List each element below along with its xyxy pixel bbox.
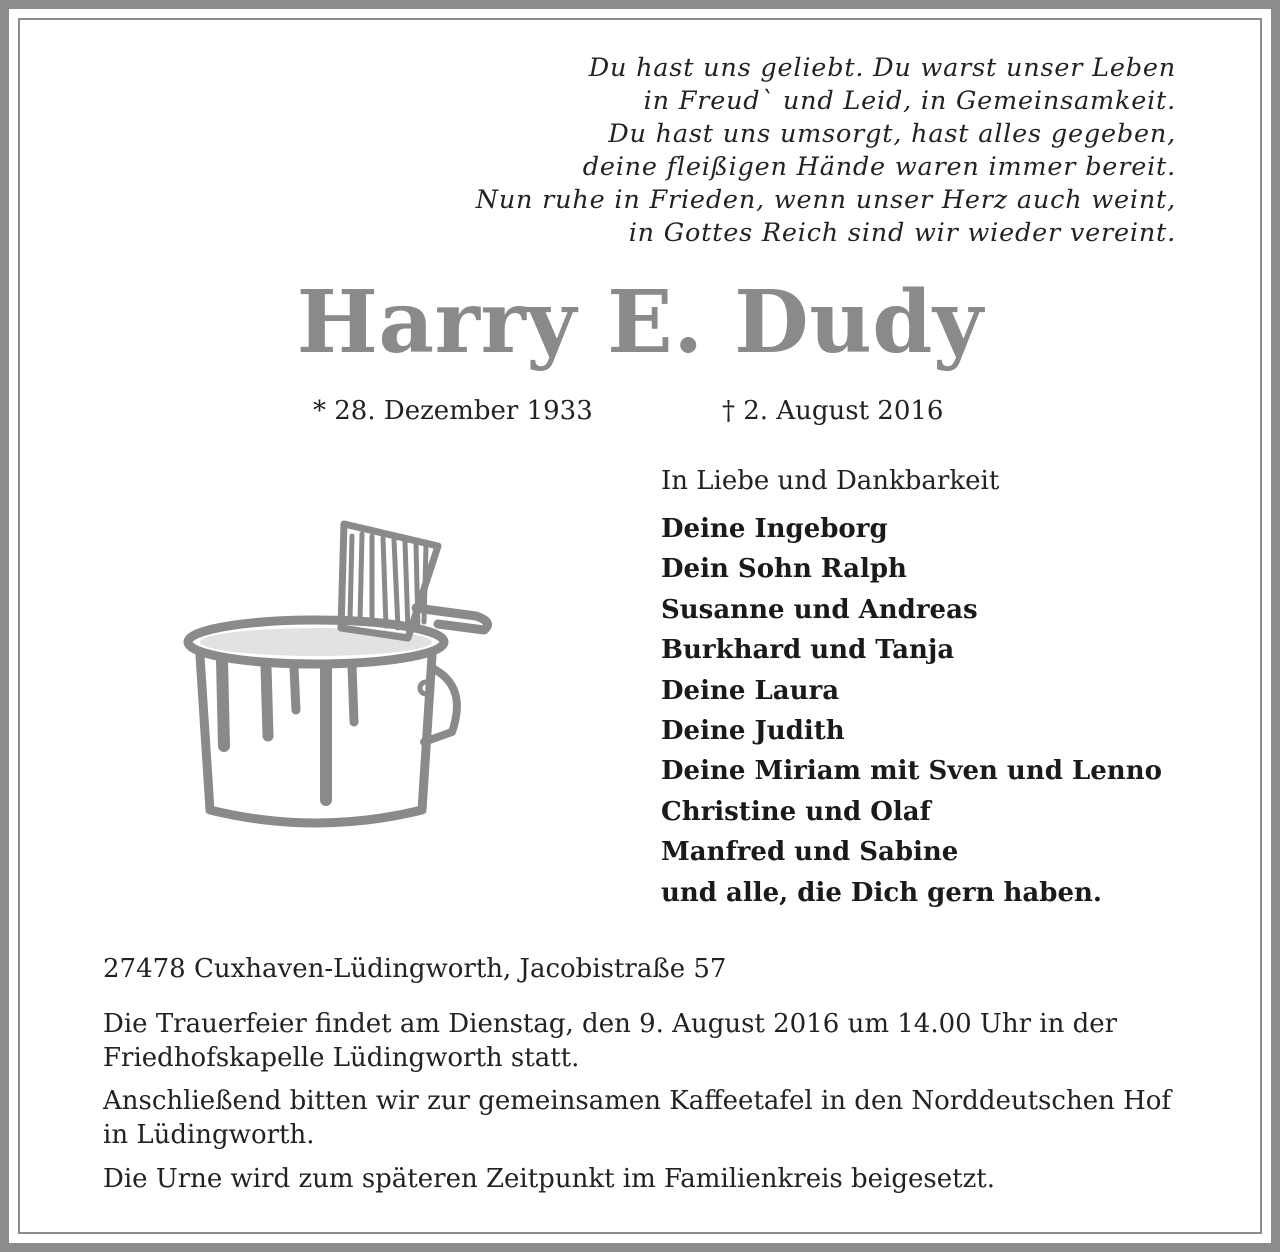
- memorial-poem: [476, 52, 1176, 250]
- family-address: 27478 Cuxhaven-Lüdingworth, Jacobistraße 57: [103, 954, 727, 984]
- list-item: Burkhard und Tanja: [661, 635, 955, 666]
- list-item: Susanne und Andreas: [661, 594, 978, 625]
- deceased-name: Harry E. Dudy: [296, 272, 984, 373]
- list-item: und alle, die Dich gern haben.: [661, 877, 1102, 908]
- death-date: † 2. August 2016: [722, 396, 944, 426]
- poem-line: Du hast uns umsorgt, hast alles gegeben,: [608, 119, 1176, 149]
- poem-line: in Gottes Reich sind wir wieder vereint.: [628, 218, 1176, 248]
- poem-line: deine fleißigen Hände waren immer bereit.: [582, 152, 1176, 182]
- list-item: Deine Judith: [661, 716, 845, 747]
- birth-date: * 28. Dezember 1933: [313, 396, 593, 426]
- mourners-list: [661, 509, 1162, 913]
- list-item: Deine Miriam mit Sven und Lenno: [661, 756, 1162, 787]
- dedication-line: In Liebe und Dankbarkeit: [661, 466, 1000, 496]
- poem-line: in Freud` und Leid, in Gemeinsamkeit.: [643, 86, 1176, 116]
- poem-line: Du hast uns geliebt. Du warst unser Leben: [588, 53, 1176, 83]
- list-item: Deine Ingeborg: [661, 514, 888, 544]
- reception-notice: Anschließend bitten wir zur gemeinsamen Kaffeetafel in den Norddeutschen Hof in Lüdingworth.: [103, 1086, 1172, 1150]
- list-item: Manfred und Sabine: [661, 837, 959, 868]
- paint-bucket-with-brush-icon: [176, 510, 506, 840]
- funeral-notice: Die Trauerfeier findet am Dienstag, den 9. August 2016 um 14.00 Uhr in der Friedhofskapelle Lüdingworth statt.: [103, 1009, 1118, 1073]
- list-item: Deine Laura: [661, 675, 840, 706]
- list-item: Dein Sohn Ralph: [661, 554, 907, 585]
- list-item: Christine und Olaf: [661, 796, 931, 827]
- poem-line: Nun ruhe in Frieden, wenn unser Herz auch weint,: [475, 185, 1176, 215]
- burial-notice: Die Urne wird zum späteren Zeitpunkt im Familienkreis beigesetzt.: [103, 1164, 995, 1194]
